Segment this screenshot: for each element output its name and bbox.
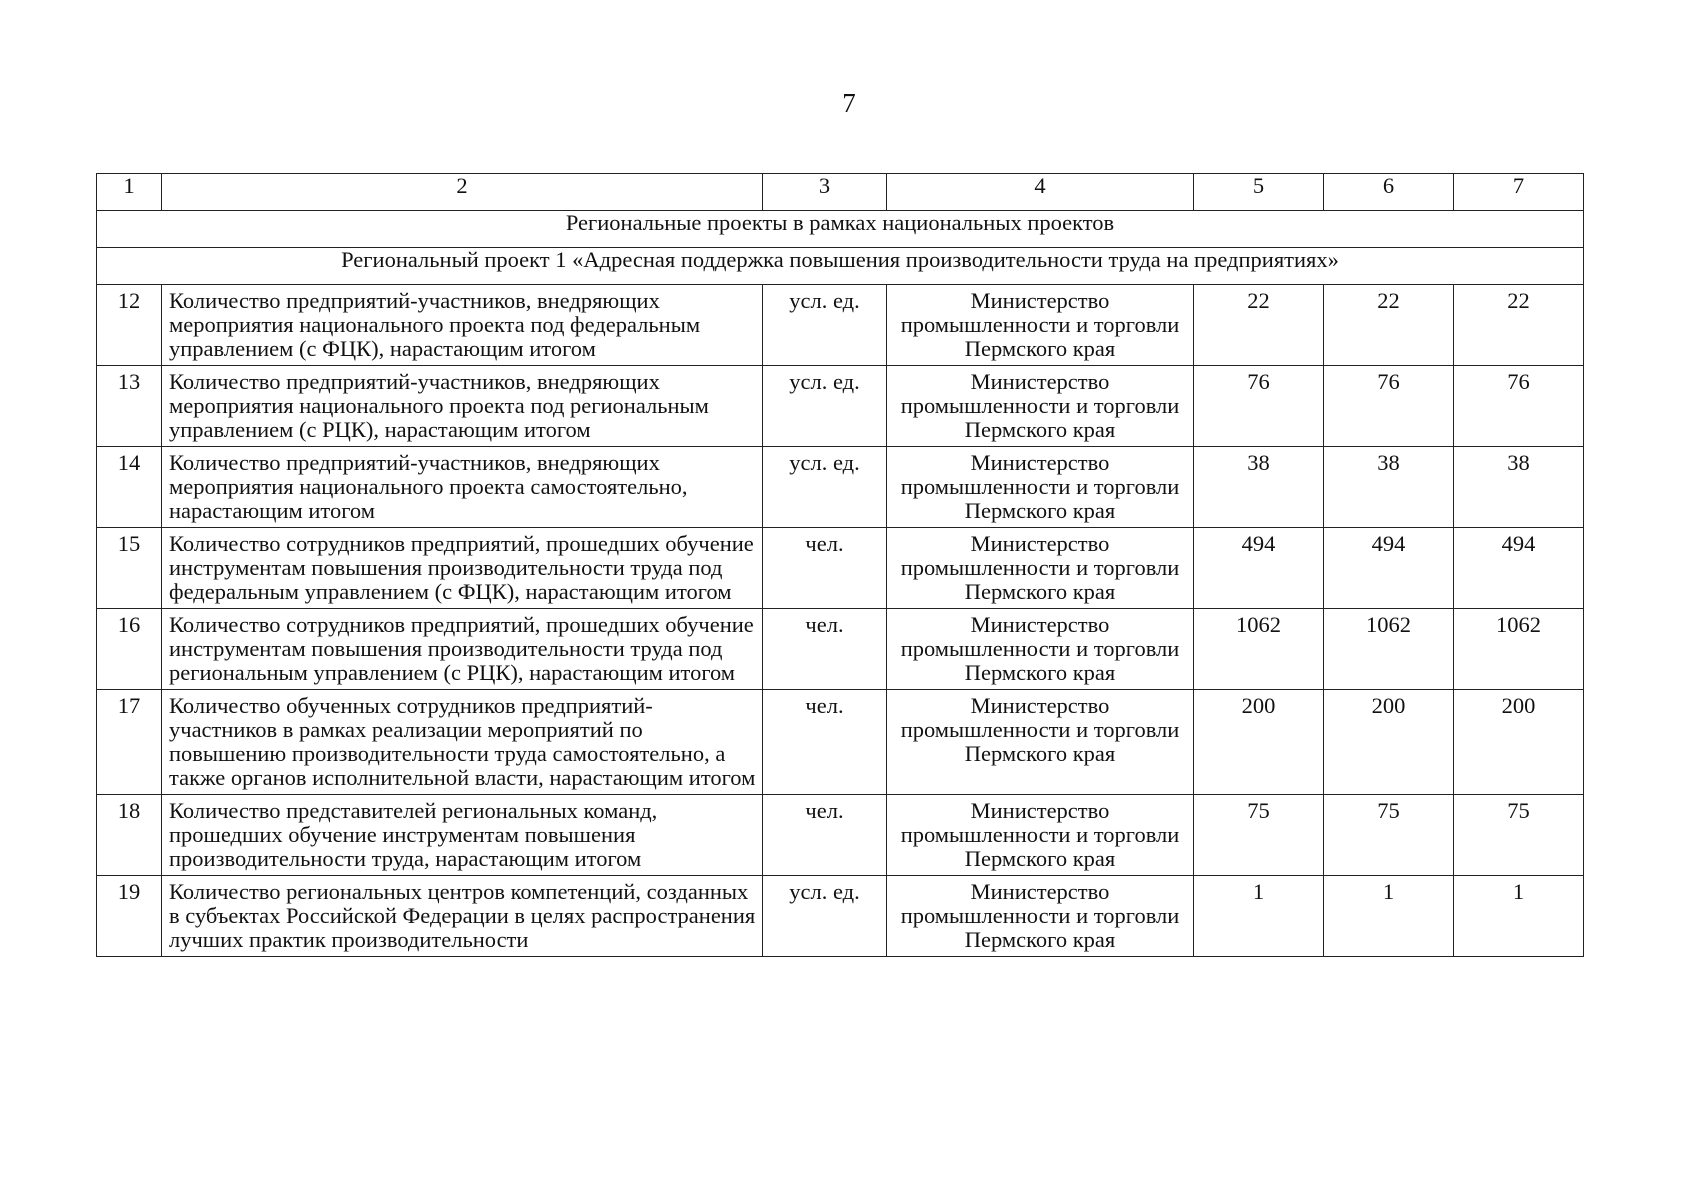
value-col-7: 1062 xyxy=(1454,609,1584,690)
row-number: 16 xyxy=(97,609,162,690)
value-col-6: 38 xyxy=(1324,447,1454,528)
unit: чел. xyxy=(763,690,887,795)
responsible-body: Министерство промышленности и торговли Пермского края xyxy=(887,876,1194,957)
indicator-name: Количество сотрудников предприятий, прошедших обучение инструментам повышения производительности труда под региональным управлением (с РЦК), нарастающим итогом xyxy=(162,609,763,690)
value-col-6: 1 xyxy=(1324,876,1454,957)
column-header: 2 xyxy=(162,174,763,211)
value-col-7: 494 xyxy=(1454,528,1584,609)
value-col-7: 76 xyxy=(1454,366,1584,447)
value-col-7: 200 xyxy=(1454,690,1584,795)
indicator-name: Количество предприятий-участников, внедряющих мероприятия национального проекта самостоятельно, нарастающим итогом xyxy=(162,447,763,528)
value-col-6: 76 xyxy=(1324,366,1454,447)
indicator-name: Количество сотрудников предприятий, прошедших обучение инструментам повышения производительности труда под федеральным управлением (с ФЦК), нарастающим итогом xyxy=(162,528,763,609)
row-number: 12 xyxy=(97,285,162,366)
indicator-name: Количество региональных центров компетенций, созданных в субъектах Российской Федерации в целях распространения лучших практик производительности xyxy=(162,876,763,957)
value-col-5: 1 xyxy=(1194,876,1324,957)
value-col-7: 75 xyxy=(1454,795,1584,876)
value-col-7: 22 xyxy=(1454,285,1584,366)
responsible-body: Министерство промышленности и торговли Пермского края xyxy=(887,366,1194,447)
indicators-table xyxy=(96,173,1584,957)
subsection-title-row xyxy=(97,248,1584,285)
table-row xyxy=(97,528,1584,609)
row-number: 18 xyxy=(97,795,162,876)
indicator-name: Количество представителей региональных команд, прошедших обучение инструментам повышения производительности труда, нарастающим итогом xyxy=(162,795,763,876)
column-header: 1 xyxy=(97,174,162,211)
row-number: 14 xyxy=(97,447,162,528)
table-row xyxy=(97,795,1584,876)
table-row xyxy=(97,609,1584,690)
row-number: 17 xyxy=(97,690,162,795)
value-col-6: 1062 xyxy=(1324,609,1454,690)
value-col-5: 22 xyxy=(1194,285,1324,366)
subsection-title: Региональный проект 1 «Адресная поддержка повышения производительности труда на предприятиях» xyxy=(97,248,1584,285)
unit: усл. ед. xyxy=(763,366,887,447)
table-row xyxy=(97,447,1584,528)
column-header: 6 xyxy=(1324,174,1454,211)
column-header: 4 xyxy=(887,174,1194,211)
value-col-5: 494 xyxy=(1194,528,1324,609)
table-row xyxy=(97,690,1584,795)
unit: усл. ед. xyxy=(763,876,887,957)
value-col-5: 1062 xyxy=(1194,609,1324,690)
row-number: 15 xyxy=(97,528,162,609)
value-col-6: 22 xyxy=(1324,285,1454,366)
value-col-5: 38 xyxy=(1194,447,1324,528)
indicator-name: Количество предприятий-участников, внедряющих мероприятия национального проекта под региональным управлением (с РЦК), нарастающим итогом xyxy=(162,366,763,447)
page-number: 7 xyxy=(842,88,856,118)
unit: чел. xyxy=(763,528,887,609)
value-col-5: 200 xyxy=(1194,690,1324,795)
responsible-body: Министерство промышленности и торговли Пермского края xyxy=(887,609,1194,690)
indicator-name: Количество обученных сотрудников предприятий-участников в рамках реализации мероприятий по повышению производительности труда самостоятельно, а также органов исполнительной власти, нарастающим итогом xyxy=(162,690,763,795)
column-number-header-row xyxy=(97,174,1584,211)
value-col-6: 75 xyxy=(1324,795,1454,876)
section-title-row xyxy=(97,211,1584,248)
section-title: Региональные проекты в рамках национальных проектов xyxy=(97,211,1584,248)
value-col-7: 1 xyxy=(1454,876,1584,957)
indicator-name: Количество предприятий-участников, внедряющих мероприятия национального проекта под федеральным управлением (с ФЦК), нарастающим итогом xyxy=(162,285,763,366)
value-col-7: 38 xyxy=(1454,447,1584,528)
table-row xyxy=(97,876,1584,957)
responsible-body: Министерство промышленности и торговли Пермского края xyxy=(887,285,1194,366)
responsible-body: Министерство промышленности и торговли Пермского края xyxy=(887,447,1194,528)
value-col-6: 494 xyxy=(1324,528,1454,609)
row-number: 19 xyxy=(97,876,162,957)
table-row xyxy=(97,366,1584,447)
responsible-body: Министерство промышленности и торговли Пермского края xyxy=(887,690,1194,795)
column-header: 3 xyxy=(763,174,887,211)
column-header: 7 xyxy=(1454,174,1584,211)
value-col-6: 200 xyxy=(1324,690,1454,795)
column-header: 5 xyxy=(1194,174,1324,211)
unit: чел. xyxy=(763,795,887,876)
unit: усл. ед. xyxy=(763,285,887,366)
responsible-body: Министерство промышленности и торговли Пермского края xyxy=(887,795,1194,876)
unit: чел. xyxy=(763,609,887,690)
responsible-body: Министерство промышленности и торговли Пермского края xyxy=(887,528,1194,609)
value-col-5: 75 xyxy=(1194,795,1324,876)
row-number: 13 xyxy=(97,366,162,447)
table-row xyxy=(97,285,1584,366)
unit: усл. ед. xyxy=(763,447,887,528)
value-col-5: 76 xyxy=(1194,366,1324,447)
